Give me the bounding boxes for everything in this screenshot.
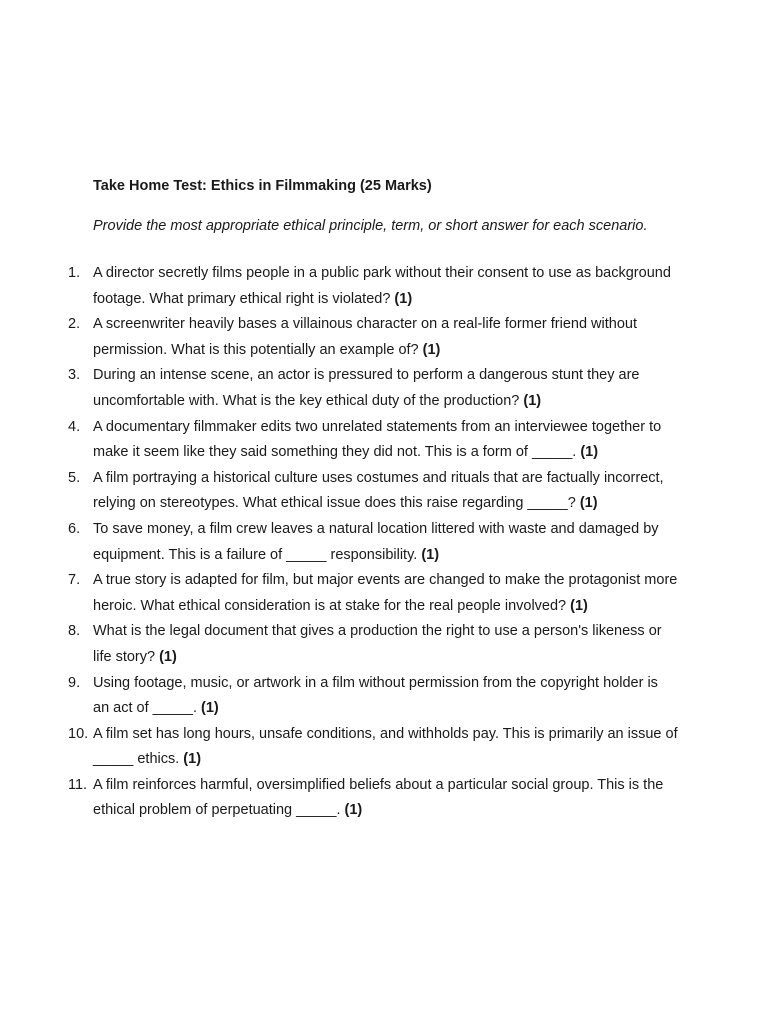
question-number: 6.: [68, 520, 81, 537]
question-number: 2.: [68, 316, 81, 333]
document-title: Take Home Test: Ethics in Filmmaking (25 Marks): [93, 178, 432, 194]
question-item: [0, 261, 678, 312]
question-number: 3.: [68, 367, 81, 384]
question-item: [0, 773, 678, 824]
question-text: A film reinforces harmful, oversimplified beliefs about a particular social group. This is the ethical problem of perpetuating _____.: [93, 776, 664, 819]
question-item: [0, 415, 678, 466]
question-item: [0, 517, 678, 568]
question-number: 7.: [68, 572, 81, 589]
question-number: 1.: [68, 265, 81, 281]
question-item: [0, 312, 678, 363]
question-item: [0, 619, 678, 670]
question-text: What is the legal document that gives a production the right to use a person's likeness or life story?: [93, 623, 662, 665]
question-marks: (1): [422, 341, 441, 358]
question-text: A director secretly films people in a public park without their consent to use as background footage. What primary ethical right is violated?: [93, 265, 671, 307]
question-marks: (1): [421, 546, 440, 563]
question-number: 4.: [68, 418, 81, 435]
question-list: [0, 261, 768, 824]
question-marks: (1): [394, 290, 413, 307]
question-text: A screenwriter heavily bases a villainous character on a real-life former friend without permission. What is this potentially an example of?: [93, 316, 637, 358]
question-text: Using footage, music, or artwork in a film without permission from the copyright holder is an act of _____.: [93, 674, 658, 717]
question-marks: (1): [579, 495, 598, 512]
question-marks: (1): [159, 648, 177, 665]
question-number: 11.: [68, 776, 88, 793]
question-marks: (1): [523, 392, 542, 409]
question-marks: (1): [201, 700, 219, 717]
question-text: To save money, a film crew leaves a natural location littered with waste and damaged by equipment. This is a failure of _____ responsibility.: [93, 520, 659, 563]
question-item: [0, 722, 678, 773]
question-item: [0, 568, 678, 619]
document-instructions: Provide the most appropriate ethical principle, term, or short answer for each scenario.: [93, 218, 648, 234]
question-text: A film portraying a historical culture uses costumes and rituals that are factually incorrect, relying on stereotypes. What ethical issue does this raise regarding _____?: [93, 469, 664, 512]
question-marks: (1): [570, 597, 588, 614]
question-text: A documentary filmmaker edits two unrelated statements from an interviewee together to make it seem like they said something they did not. This is a form of _____.: [93, 418, 662, 461]
question-marks: (1): [580, 444, 599, 461]
question-number: 9.: [68, 674, 81, 691]
question-number: 10.: [68, 725, 89, 742]
question-text: During an intense scene, an actor is pressured to perform a dangerous stunt they are uncomfortable with. What is the key ethical duty of the production?: [93, 367, 640, 409]
question-text: A film set has long hours, unsafe conditions, and withholds pay. This is primarily an issue of _____ ethics.: [93, 725, 678, 768]
question-number: 5.: [68, 469, 81, 486]
question-item: [0, 466, 678, 517]
question-item: [0, 671, 678, 722]
question-item: [0, 363, 678, 414]
question-marks: (1): [183, 751, 202, 768]
question-text: A true story is adapted for film, but major events are changed to make the protagonist more heroic. What ethical consideration is at stake for the real people involved?: [93, 572, 678, 614]
question-number: 8.: [68, 623, 81, 640]
question-marks: (1): [344, 802, 363, 819]
